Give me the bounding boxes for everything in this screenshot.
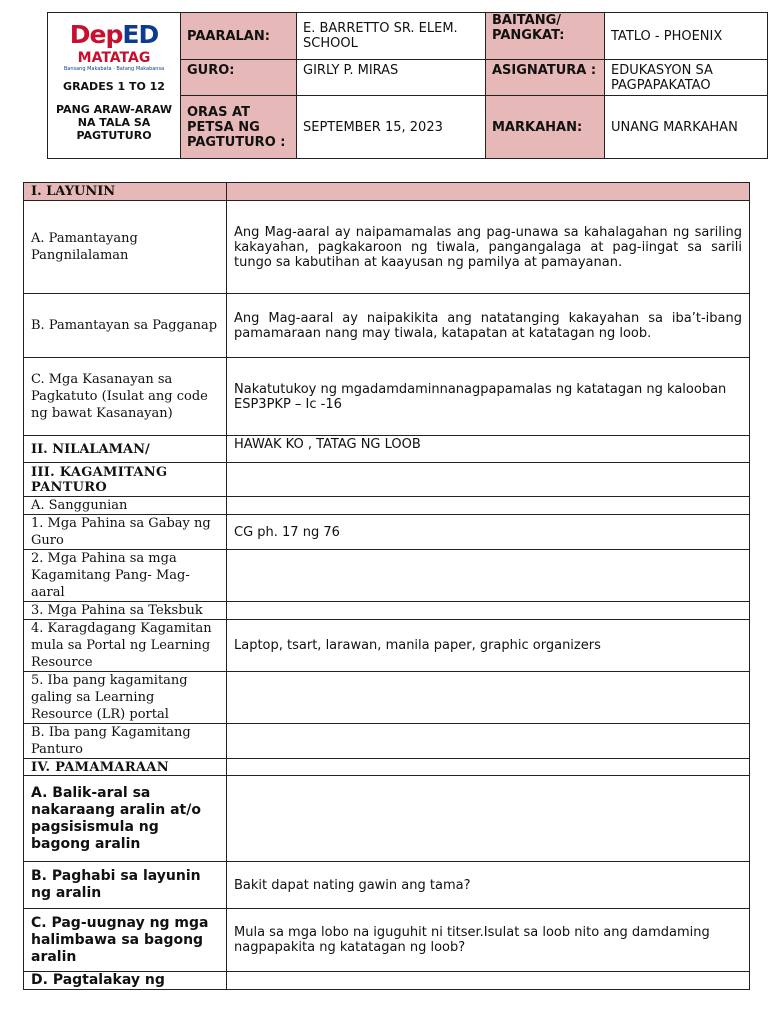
pagtalakay-empty-cell (227, 972, 750, 990)
pagtalakay-label: D. Pagtalakay ng (24, 972, 227, 990)
layunin-empty-cell (227, 183, 750, 201)
pamantayang-pangnilalaman-label: A. Pamantayang Pangnilalaman (24, 201, 227, 294)
markahan-value: UNANG MARKAHAN (605, 96, 768, 159)
kagamitan-label: III. KAGAMITANG PANTURO (24, 463, 227, 497)
pamantayan-pagganap-label: B. Pamantayan sa Pagganap (24, 294, 227, 358)
kagamitan-empty-cell (227, 463, 750, 497)
logo-dep-text: Dep (69, 20, 123, 49)
kasanayan-text: Nakatutukoy ng mgadamdaminnanagpapamalas ng katatagan ng kalooban (234, 381, 727, 397)
table-row (24, 201, 750, 294)
table-row (24, 909, 750, 972)
table-row (24, 972, 750, 990)
table-row (24, 602, 750, 620)
oras-label: ORAS AT PETSA NG PAGTUTURO : (181, 96, 297, 159)
kagamitang-mag-aaral-empty-cell (227, 550, 750, 602)
pamantayang-pangnilalaman-value: Ang Mag-aaral ay naipamamalas ang pag-unawa sa kahalagahan ng sariling kakayahan, pagkakaroon ng tiwala, pangangalaga at pag-iingat sa sarili tungo sa kabutihan at kaayusan ng pamilya at pamayanan. (227, 201, 750, 294)
table-row (24, 776, 750, 862)
balik-aral-empty-cell (227, 776, 750, 862)
baitang-label: BAITANG/ PANGKAT: (486, 13, 605, 60)
paghabi-label: B. Paghabi sa layunin ng aralin (24, 862, 227, 909)
lr-portal-label: 5. Iba pang kagamitang galing sa Learning Resource (LR) portal (24, 672, 227, 724)
pag-uugnay-label: C. Pag-uugnay ng mga halimbawa sa bagong aralin (24, 909, 227, 972)
logo-matatag-text: MATATAG (77, 50, 151, 66)
teksbuk-empty-cell (227, 602, 750, 620)
karagdagang-kagamitan-value: Laptop, tsart, larawan, manila paper, graphic organizers (227, 620, 750, 672)
kasanayan-label: C. Mga Kasanayan sa Pagkatuto (Isulat ang code ng bawat Kasanayan) (24, 358, 227, 436)
logo-ed-text: ED (122, 20, 159, 49)
balik-aral-label: A. Balik-aral sa nakaraang aralin at/o pagsisismula ng bagong aralin (24, 776, 227, 862)
pamantayan-pagganap-value: Ang Mag-aaral ay naipakikita ang natatanging kakayahan sa iba’t-ibang pamamaraan nang may tiwala, katapatan at katatagan ng loob. (227, 294, 750, 358)
paaralan-label: PAARALAN: (181, 13, 297, 60)
iba-panturo-label: B. Iba pang Kagamitang Panturo (24, 724, 227, 759)
table-row (24, 436, 750, 463)
document-title: PANG ARAW-ARAW NA TALA SA PAGTUTURO (56, 103, 172, 142)
table-row (24, 294, 750, 358)
header-table (47, 12, 768, 159)
pamamaraan-label: IV. PAMAMARAAN (24, 759, 227, 776)
deped-logo (48, 22, 180, 72)
iba-panturo-empty-cell (227, 724, 750, 759)
karagdagang-kagamitan-label: 4. Karagdagang Kagamitan mula sa Portal ng Learning Resource (24, 620, 227, 672)
table-row (24, 497, 750, 515)
table-row (24, 724, 750, 759)
grades-label: GRADES 1 TO 12 (63, 80, 165, 93)
gabay-guro-value: CG ph. 17 ng 76 (227, 515, 750, 550)
table-row (24, 759, 750, 776)
paghabi-value: Bakit dapat nating gawin ang tama? (227, 862, 750, 909)
table-row (24, 550, 750, 602)
lr-portal-empty-cell (227, 672, 750, 724)
sanggunian-label: A. Sanggunian (24, 497, 227, 515)
table-row (24, 862, 750, 909)
nilalaman-value: HAWAK KO , TATAG NG LOOB (227, 436, 750, 463)
pag-uugnay-value: Mula sa mga lobo na iguguhit ni titser.Isulat sa loob nito ang damdaming nagpapakita ng katatagan ng loob? (227, 909, 750, 972)
gabay-guro-label: 1. Mga Pahina sa Gabay ng Guro (24, 515, 227, 550)
table-row (24, 463, 750, 497)
layunin-heading: I. LAYUNIN (24, 183, 227, 201)
guro-value: GIRLY P. MIRAS (297, 60, 486, 96)
nilalaman-label: II. NILALAMAN/ (24, 436, 227, 463)
logo-cell (48, 13, 181, 159)
logo-tagline: Bansang Makabata · Batang Makabansa (63, 66, 165, 72)
asignatura-label: ASIGNATURA : (486, 60, 605, 96)
paaralan-value: E. BARRETTO SR. ELEM. SCHOOL (297, 13, 486, 60)
guro-label: GURO: (181, 60, 297, 96)
table-row (24, 515, 750, 550)
lesson-plan-table (23, 182, 750, 990)
layunin-row (24, 183, 750, 201)
markahan-label: MARKAHAN: (486, 96, 605, 159)
kasanayan-value (227, 358, 750, 436)
table-row (24, 358, 750, 436)
asignatura-value: EDUKASYON SA PAGPAPAKATAO (605, 60, 768, 96)
pamamaraan-empty-cell (227, 759, 750, 776)
kasanayan-code: ESP3PKP – Ic -16 (234, 396, 342, 412)
kagamitang-mag-aaral-label: 2. Mga Pahina sa mga Kagamitang Pang- Mag- aaral (24, 550, 227, 602)
teksbuk-label: 3. Mga Pahina sa Teksbuk (24, 602, 227, 620)
sanggunian-empty-cell (227, 497, 750, 515)
oras-value: SEPTEMBER 15, 2023 (297, 96, 486, 159)
baitang-value: TATLO - PHOENIX (605, 13, 768, 60)
table-row (24, 620, 750, 672)
table-row (24, 672, 750, 724)
